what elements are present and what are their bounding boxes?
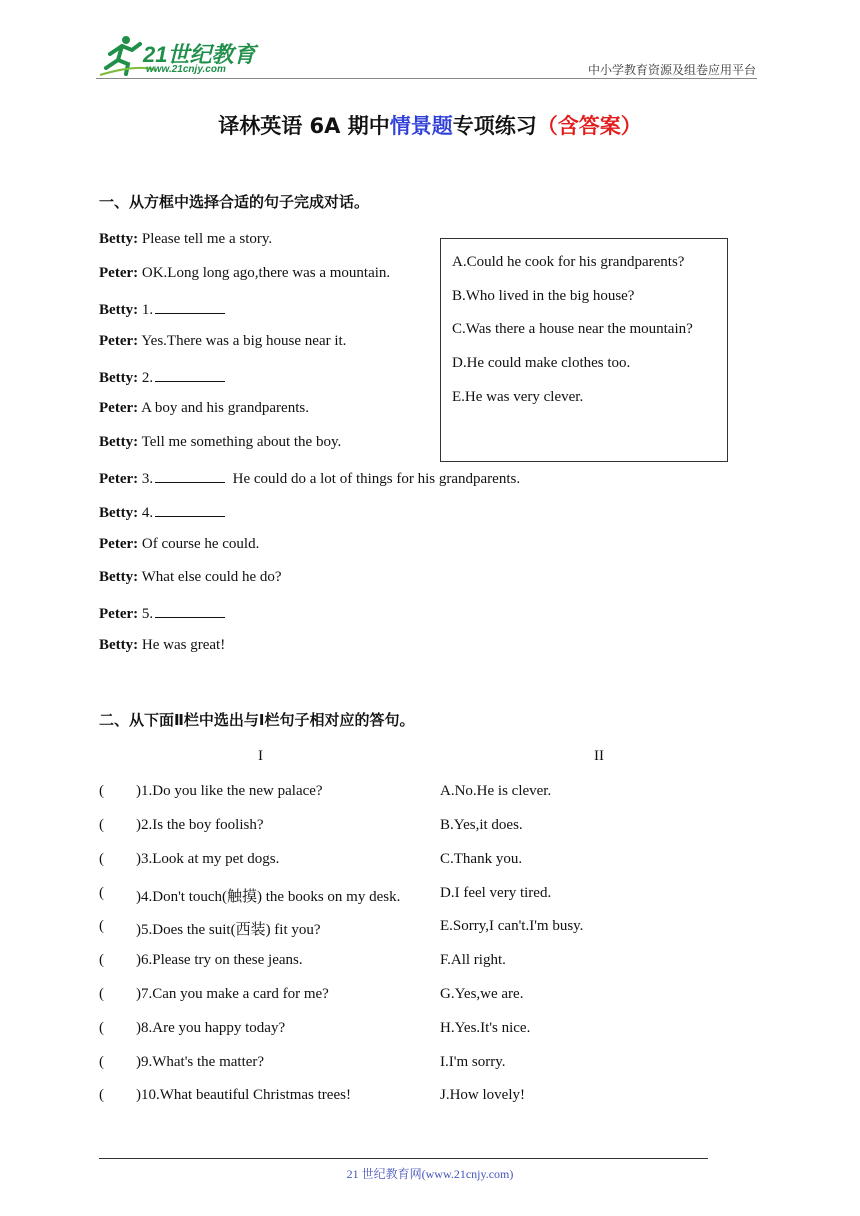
answer-item: J.How lovely!	[440, 1087, 525, 1103]
dialogue-text: Yes.There was a big house near it.	[138, 333, 347, 349]
question-item: )1.Do you like the new palace?	[136, 783, 323, 799]
answer-item: C.Thank you.	[440, 851, 523, 867]
section2-heading: 二、从下面Ⅱ栏中选出与Ⅰ栏句子相对应的答句。	[99, 711, 415, 729]
dialogue-line	[99, 536, 259, 553]
speaker: Peter:	[99, 400, 139, 416]
dialogue-text: Please tell me a story.	[138, 231, 273, 247]
dialogue-text: 3.	[138, 471, 154, 487]
question-item: )6.Please try on these jeans.	[136, 952, 303, 968]
logo-url-text: www.21cnjy.com	[146, 64, 226, 75]
answer-paren[interactable]: (	[99, 1087, 104, 1103]
dialogue-text: What else could he do?	[138, 569, 282, 585]
dialogue-line	[99, 637, 225, 654]
dialogue-line	[99, 231, 272, 248]
speaker: Betty:	[99, 302, 139, 318]
question-item: )2.Is the boy foolish?	[136, 817, 264, 833]
speaker: Peter:	[99, 606, 139, 622]
dialogue-line	[99, 502, 225, 522]
answer-item: A.No.He is clever.	[440, 783, 552, 799]
options-box	[440, 238, 728, 462]
dialogue-text: 5.	[138, 606, 154, 622]
column-header-1: I	[258, 748, 263, 764]
option-e: E.He was very clever.	[452, 389, 584, 405]
answer-item: I.I'm sorry.	[440, 1054, 506, 1070]
speaker: Peter:	[99, 536, 139, 552]
question-item: )9.What's the matter?	[136, 1054, 265, 1070]
answer-item: E.Sorry,I can't.I'm busy.	[440, 918, 584, 934]
answer-item: G.Yes,we are.	[440, 986, 524, 1002]
dialogue-text: 1.	[138, 302, 154, 318]
column-header-2: II	[594, 748, 604, 764]
dialogue-line	[99, 265, 390, 282]
speaker: Peter:	[99, 265, 139, 281]
dialogue-line	[99, 333, 346, 350]
answer-blank-1[interactable]	[155, 299, 225, 314]
dialogue-text: Of course he could.	[138, 536, 260, 552]
speaker: Betty:	[99, 370, 139, 386]
dialogue-line	[99, 367, 225, 387]
title-suffix: 专项练习	[452, 114, 537, 138]
answer-item: D.I feel very tired.	[440, 885, 552, 901]
option-b: B.Who lived in the big house?	[452, 288, 635, 304]
answer-paren[interactable]: (	[99, 783, 104, 799]
dialogue-line	[99, 468, 520, 488]
answer-paren[interactable]: (	[99, 1020, 104, 1036]
title-answer-note: （含答案）	[536, 114, 642, 138]
answer-blank-5[interactable]	[155, 603, 225, 618]
answer-paren[interactable]: (	[99, 1054, 104, 1070]
section1-heading: 一、从方框中选择合适的句子完成对话。	[99, 193, 370, 211]
footer-text[interactable]: 21 世纪教育网(www.21cnjy.com)	[346, 1167, 514, 1181]
question-item: )10.What beautiful Christmas trees!	[136, 1087, 351, 1103]
option-d: D.He could make clothes too.	[452, 355, 631, 371]
dialogue-text: Tell me something about the boy.	[138, 434, 342, 450]
dialogue-text: OK.Long long ago,there was a mountain.	[138, 265, 391, 281]
option-a: A.Could he cook for his grandparents?	[452, 254, 685, 270]
answer-paren[interactable]: (	[99, 918, 104, 934]
dialogue-line	[99, 400, 309, 417]
dialogue-text: 2.	[138, 370, 154, 386]
header-divider	[96, 78, 757, 79]
speaker: Peter:	[99, 471, 139, 487]
question-item: )4.Don't touch(触摸) the books on my desk.	[136, 889, 401, 905]
dialogue-line	[99, 569, 282, 586]
speaker: Betty:	[99, 637, 139, 653]
question-item: )7.Can you make a card for me?	[136, 986, 329, 1002]
answer-blank-4[interactable]	[155, 502, 225, 517]
footer-divider	[99, 1158, 708, 1159]
title-main: 译林英语 6A 期中	[218, 114, 390, 138]
speaker: Betty:	[99, 434, 139, 450]
answer-paren[interactable]: (	[99, 817, 104, 833]
logo-brand-text: 21世纪教育	[143, 42, 256, 67]
speaker: Betty:	[99, 505, 139, 521]
answer-paren[interactable]: (	[99, 851, 104, 867]
speaker: Betty:	[99, 569, 139, 585]
header-platform-text: 中小学教育资源及组卷应用平台	[587, 63, 756, 77]
speaker: Betty:	[99, 231, 139, 247]
answer-item: F.All right.	[440, 952, 506, 968]
answer-blank-3[interactable]	[155, 468, 225, 483]
answer-blank-2[interactable]	[155, 367, 225, 382]
option-c: C.Was there a house near the mountain?	[452, 321, 693, 337]
dialogue-line	[99, 299, 225, 319]
speaker: Peter:	[99, 333, 139, 349]
dialogue-text: A boy and his grandparents.	[138, 400, 309, 416]
answer-item: H.Yes.It's nice.	[440, 1020, 531, 1036]
answer-paren[interactable]: (	[99, 952, 104, 968]
dialogue-line	[99, 434, 341, 451]
dialogue-text-after: He could do a lot of things for his grandparents.	[225, 471, 521, 487]
dialogue-text: He was great!	[138, 637, 226, 653]
answer-item: B.Yes,it does.	[440, 817, 523, 833]
answer-paren[interactable]: (	[99, 986, 104, 1002]
question-item: )5.Does the suit(西装) fit you?	[136, 922, 321, 938]
dialogue-line	[99, 603, 225, 623]
title-highlight: 情景题	[389, 114, 453, 138]
answer-paren[interactable]: (	[99, 885, 104, 901]
dialogue-text: 4.	[138, 505, 154, 521]
question-item: )8.Are you happy today?	[136, 1020, 286, 1036]
page-title	[0, 110, 860, 140]
question-item: )3.Look at my pet dogs.	[136, 851, 280, 867]
